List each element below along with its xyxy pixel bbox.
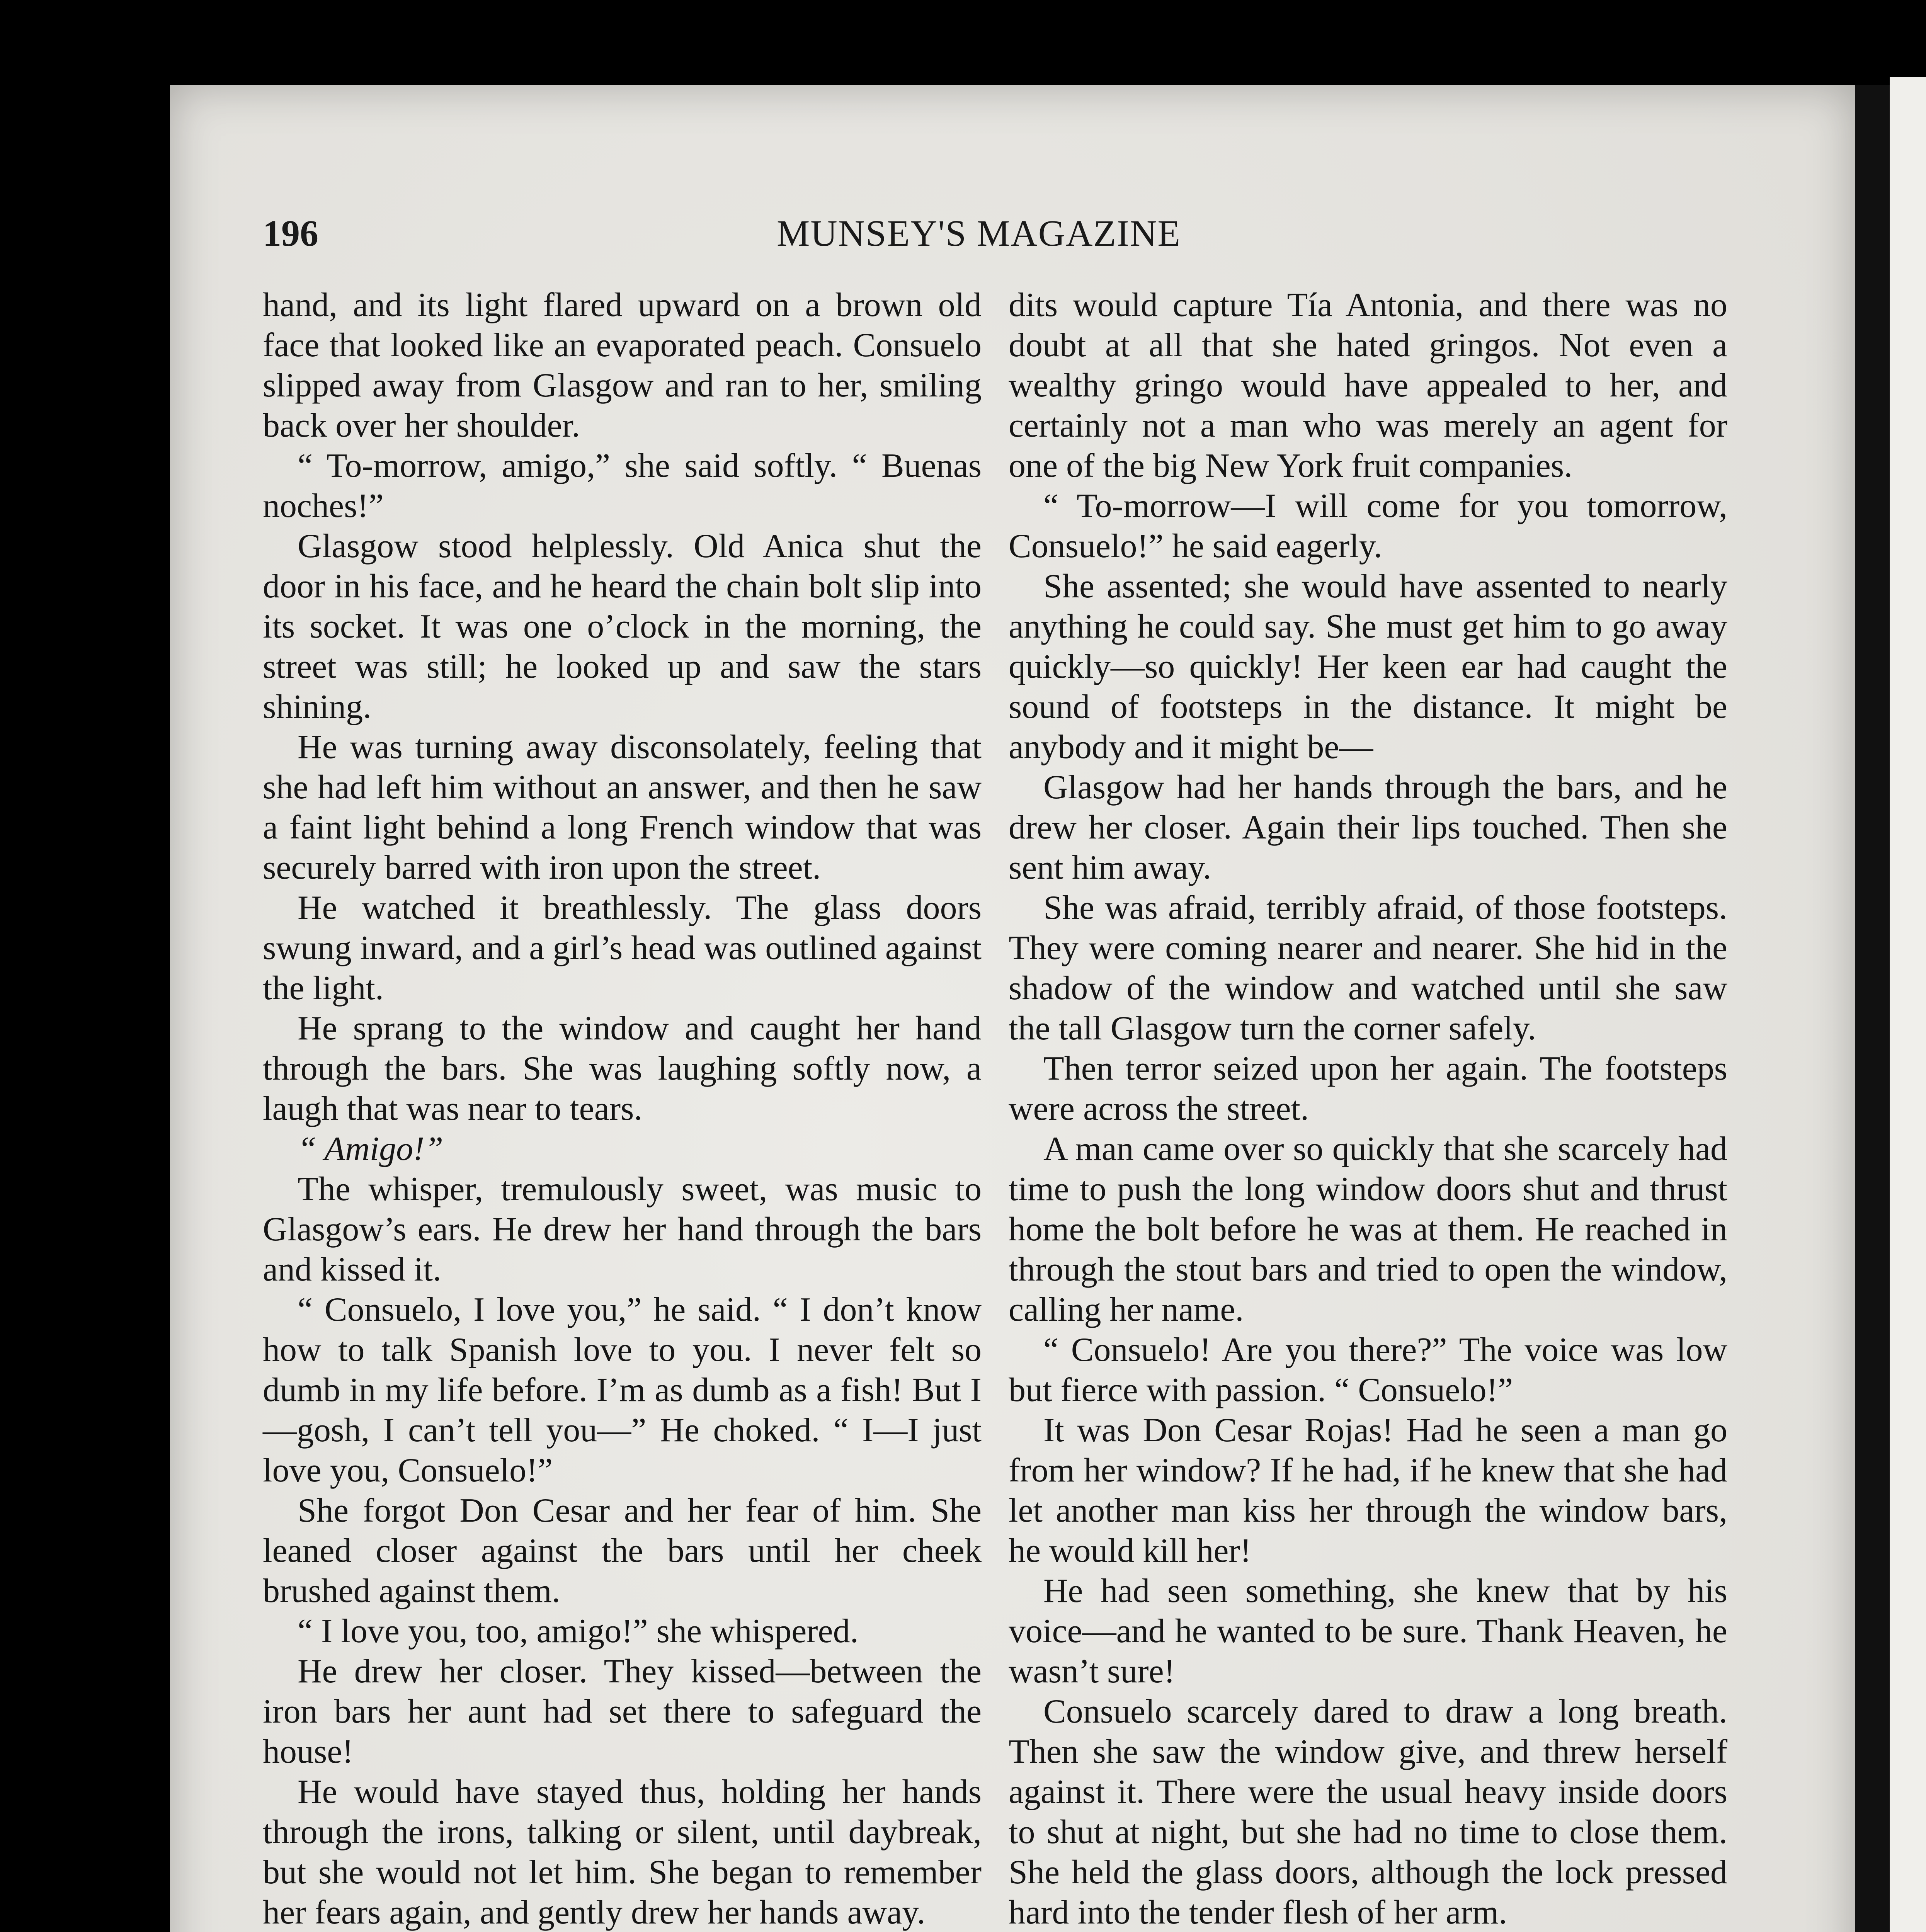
paragraph: “ Consuelo! Are you there?” The voice was low but fierce with passion. “ Consuelo!” — [1009, 1331, 1727, 1409]
paragraph: He watched it breathlessly. The glass doors swung inward, and a girl’s head was outlined against the light. — [263, 889, 982, 1007]
paragraph: The whisper, tremulously sweet, was music to Glasgow’s ears. He drew her hand through the bars and kissed it. — [263, 1170, 982, 1288]
paragraph: He sprang to the window and caught her hand through the bars. She was laughing softly now, a laugh that was near to tears. — [263, 1010, 982, 1128]
paragraph: “ To-morrow—I will come for you tomorrow, Consuelo!” he said eagerly. — [1009, 487, 1727, 565]
paragraph: He would have stayed thus, holding her hands through the irons, talking or silent, until daybreak, but she would not let him. She began to remember her fears again, and gently drew her hands away. — [263, 1773, 982, 1931]
paragraph: Consuelo scarcely dared to draw a long breath. Then she saw the window give, and threw herself against it. There were the usual heavy inside doors to shut at night, but she had no time to close them. She held the glass doors, although the lock pressed hard into the tender flesh of her arm. — [1009, 1693, 1727, 1931]
page-header — [263, 212, 1727, 258]
right-column — [1009, 285, 1727, 1932]
paragraph: Then terror seized upon her again. The footsteps were across the street. — [1009, 1050, 1727, 1128]
paragraph: He was turning away disconsolately, feeling that she had left him without an answer, and then he saw a faint light behind a long French window that was securely barred with iron upon the street. — [263, 728, 982, 886]
paragraph: Glasgow stood helplessly. Old Anica shut the door in his face, and he heard the chain bolt slip into its socket. It was one o’clock in the morning, the street was still; he looked up and saw the stars shining. — [263, 527, 982, 726]
paragraph: She assented; she would have assented to nearly anything he could say. She must get him to go away quickly—so quickly! Her keen ear had caught the sound of footsteps in the distance. It might be anybody and it might be— — [1009, 568, 1727, 766]
paragraph: hand, and its light flared upward on a brown old face that looked like an evaporated peach. Consuelo slipped away from Glasgow and ran to her, smiling back over her shoulder. — [263, 286, 982, 444]
paragraph: “ To-morrow, amigo,” she said softly. “ Buenas noches!” — [263, 447, 982, 525]
paragraph: Glasgow had her hands through the bars, and he drew her closer. Again their lips touched. Then she sent him away. — [1009, 769, 1727, 886]
paragraph: He drew her closer. They kissed—between the iron bars her aunt had set there to safeguard the house! — [263, 1653, 982, 1770]
page-gutter-shadow — [1855, 85, 1890, 1932]
running-head: MUNSEY'S MAGAZINE — [777, 213, 1181, 254]
left-column — [263, 285, 982, 1932]
paragraph: dits would capture Tía Antonia, and there was no doubt at all that she hated gringos. Not even a wealthy gringo would have appealed to her, and certainly not a man who was merely an agent for one of the big New York fruit companies. — [1009, 286, 1727, 485]
paragraph: A man came over so quickly that she scarcely had time to push the long window doors shut and thrust home the bolt before he was at them. He reached in through the stout bars and tried to open the window, calling her name. — [1009, 1130, 1727, 1328]
paragraph: She forgot Don Cesar and her fear of him. She leaned closer against the bars until her cheek brushed against them. — [263, 1492, 982, 1610]
facing-page-edge — [1890, 77, 1926, 1932]
paragraph: “ I love you, too, amigo!” she whispered. — [298, 1612, 859, 1650]
paragraph: He had seen something, she knew that by his voice—and he wanted to be sure. Thank Heaven, he wasn’t sure! — [1009, 1572, 1727, 1690]
paragraph: She was afraid, terribly afraid, of those footsteps. They were coming nearer and nearer. She hid in the shadow of the window and watched until she saw the tall Glasgow turn the corner safely. — [1009, 889, 1727, 1047]
paragraph: “ Amigo!” — [298, 1130, 444, 1168]
paragraph: It was Don Cesar Rojas! Had he seen a man go from her window? If he had, if he knew that she had let another man kiss her through the window bars, he would kill her! — [1009, 1412, 1727, 1570]
page-number: 196 — [263, 213, 318, 254]
paragraph: “ Consuelo, I love you,” he said. “ I don’t know how to talk Spanish love to you. I never felt so dumb in my life before. I’m as dumb as a fish! But I—gosh, I can’t tell you—” He choked. “ I—I just love you, Consuelo!” — [263, 1291, 982, 1489]
